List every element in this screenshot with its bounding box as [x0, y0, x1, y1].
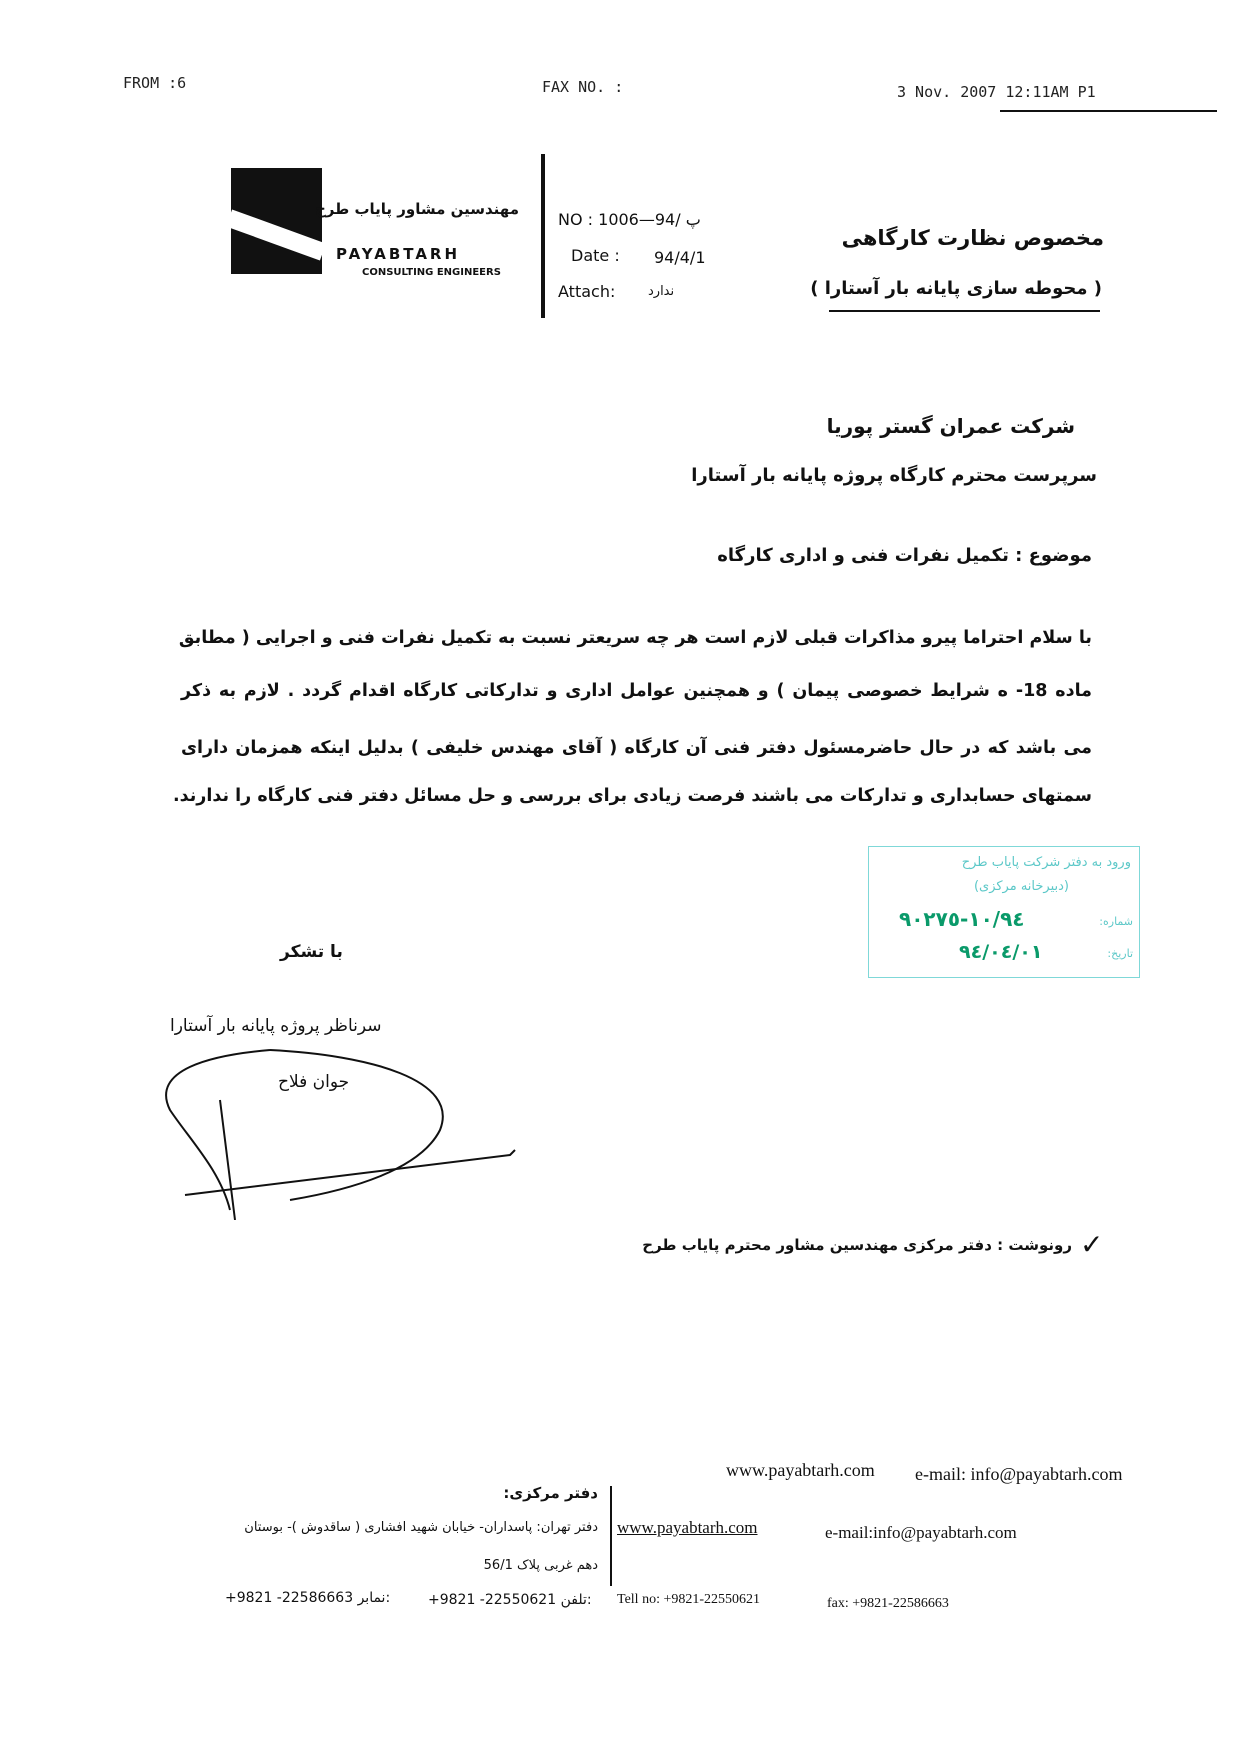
company-logo-mark [231, 168, 322, 274]
logo-persian-name: مهندسین مشاور پایاب طرح [314, 200, 519, 218]
body-line: با سلام احتراما پیرو مذاکرات قبلی لازم است هر چه سریعتر نسبت به تکمیل نفرات فنی و اجرایی ( مطابق [178, 628, 1092, 648]
footer-phone-number: +9821 -22550621 [428, 1592, 557, 1608]
project-name: ( محوطه سازی پایانه بار آستارا ) [810, 278, 1102, 299]
subject: موضوع : تکمیل نفرات فنی و اداری کارگاه [717, 545, 1092, 566]
cc-line: رونوشت : دفتر مرکزی مهندسین مشاور محترم پایاب طرح [642, 1236, 1072, 1254]
signature [150, 1040, 530, 1220]
fax-datetime: 3 Nov. 2007 12:11AM P1 [897, 83, 1096, 101]
project-underline [829, 310, 1100, 312]
date-label: Date : [571, 246, 620, 265]
check-icon: ✓ [1080, 1228, 1104, 1261]
fax-from: FROM :6 [123, 74, 187, 92]
ref-number-label: NO : [558, 210, 594, 229]
received-stamp [868, 846, 1140, 978]
stamp-subtitle: (دبیرخانه مرکزی) [973, 879, 1069, 894]
stamp-number-label: شماره: [1099, 915, 1133, 928]
logo-subtitle: CONSULTING ENGINEERS [362, 267, 501, 278]
body-line: ماده 18- ه شرایط خصوصی پیمان ) و همچنین عوامل اداری و تدارکاتی کارگاه اقدام گردد . لازم به ذکر [181, 681, 1093, 701]
footer-office-label: دفتر مرکزی: [503, 1484, 598, 1502]
date-value: 94/4/1 [654, 248, 706, 267]
footer-fax-fa [225, 1590, 390, 1606]
footer-fax-number: +9821 -22586663 [225, 1590, 354, 1606]
attach-value: ندارد [648, 284, 675, 299]
recipient-addressee: سرپرست محترم کارگاه پروژه پایانه بار آستارا [691, 465, 1097, 486]
footer-fax-label: نمابر: [357, 1590, 391, 1606]
body-line: سمتهای حسابداری و تدارکات می باشند فرصت زیادی برای بررسی و حل مسائل دفتر فنی کارگاه را ندارند. [172, 786, 1092, 806]
footer-phone-fa [428, 1592, 592, 1608]
footer-website[interactable]: www.payabtarh.com [617, 1518, 758, 1537]
footer-email-top[interactable]: e-mail: info@payabtarh.com [915, 1464, 1123, 1484]
footer-email[interactable]: e-mail:info@payabtarh.com [825, 1523, 1017, 1542]
fax-number: FAX NO. : [542, 78, 624, 96]
footer-website-top[interactable]: www.payabtarh.com [726, 1460, 875, 1480]
body-line: می باشد که در حال حاضرمسئول دفتر فنی آن کارگاه ( آقای مهندس خلیفی ) بدلیل اینکه همزمان دارای [181, 738, 1092, 758]
attach-label: Attach: [558, 282, 616, 301]
recipient-company: شرکت عمران گستر پوریا [826, 414, 1075, 438]
ref-number-value: پ /94—1006 [598, 210, 701, 229]
signatory-name: جوان فلاح [278, 1072, 350, 1092]
letterhead-divider [541, 154, 545, 318]
ref-number [558, 210, 701, 229]
fax-underline [1000, 110, 1217, 112]
signatory-title: سرناظر پروژه پایانه بار آستارا [170, 1016, 382, 1036]
footer-address-line2: دهم غربی پلاک 56/1 [483, 1558, 598, 1573]
stamp-number-value: ١٠/٩٤-٩٠٢٧٥ [899, 907, 1025, 931]
footer-address-line1: دفتر تهران: پاسداران- خیابان شهید افشاری ( ساقدوش )- بوستان [244, 1520, 598, 1535]
footer-fax-en: fax: +9821-22586663 [827, 1596, 949, 1611]
classification: مخصوص نظارت کارگاهی [841, 226, 1104, 250]
closing: با تشکر [280, 942, 343, 962]
footer-divider [610, 1486, 612, 1586]
logo-name: PAYABTARH [336, 245, 461, 263]
stamp-title: ورود به دفتر شرکت پایاب طرح [961, 855, 1131, 870]
stamp-date-value: ٩٤/٠٤/٠١ [959, 941, 1043, 963]
footer-tel-en: Tell no: +9821-22550621 [617, 1592, 761, 1607]
footer-phone-label: تلفن: [560, 1592, 592, 1608]
stamp-date-label: تاریخ: [1107, 947, 1133, 960]
